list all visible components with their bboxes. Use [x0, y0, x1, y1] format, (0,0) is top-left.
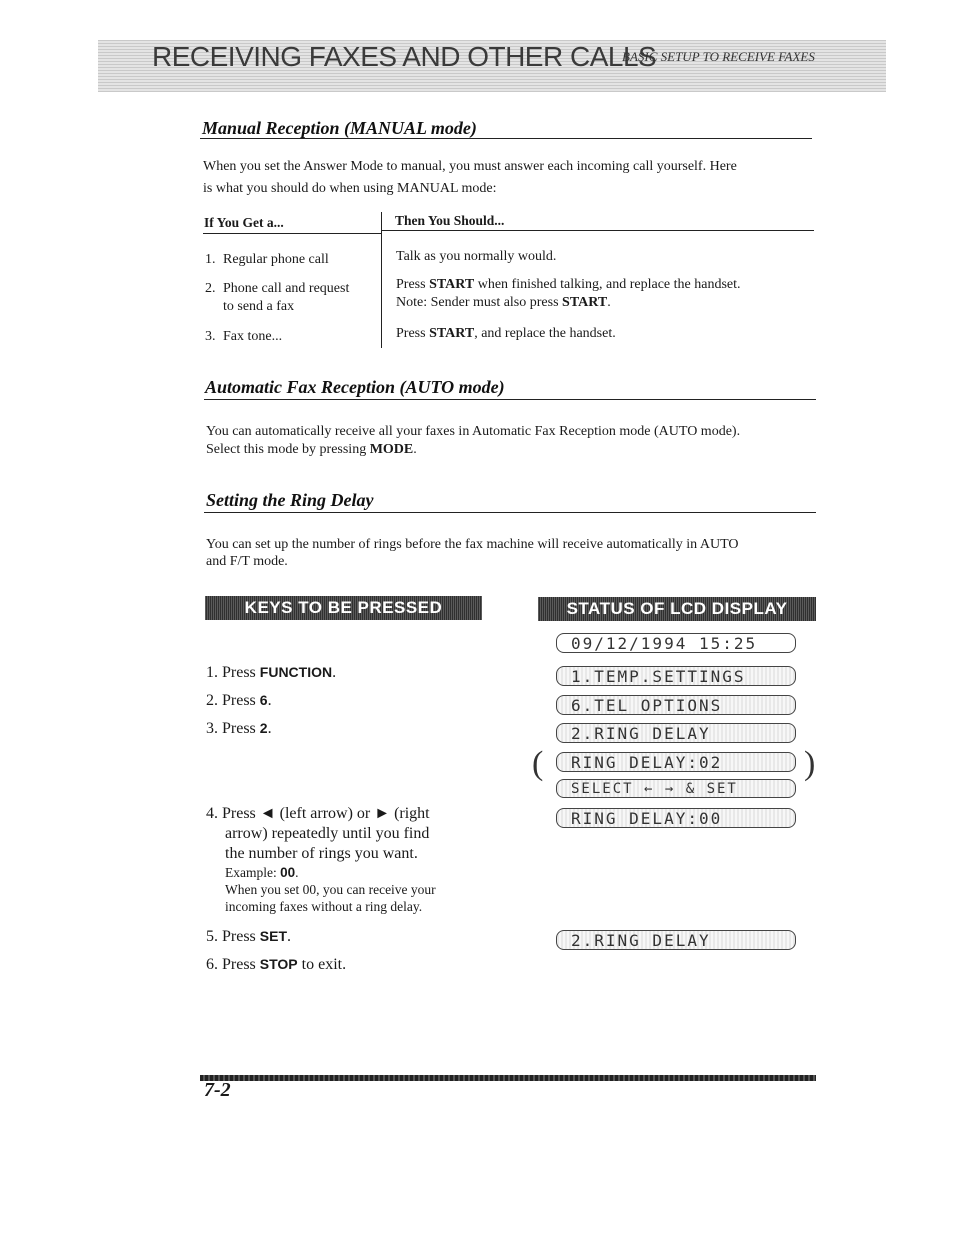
auto-title-rule: [204, 399, 816, 400]
lcd-ring-delay-menu: 2.RING DELAY: [556, 723, 796, 743]
step-4-note-line1: When you set 00, you can receive your: [225, 882, 436, 897]
step-4-line2: arrow) repeatedly until you find: [225, 825, 430, 842]
ring-line1: You can set up the number of rings before the fax machine will receive automatically in AUTO: [206, 537, 739, 552]
step-4-example: Example: 00.: [225, 865, 299, 880]
table-header-rule-right: [381, 230, 814, 231]
table-header-should: Then You Should...: [395, 213, 505, 228]
step-5: 5. Press SET.: [206, 928, 292, 945]
step-4-note-line2: incoming faxes without a ring delay.: [225, 899, 423, 914]
step-3: 3. Press 2.: [206, 720, 272, 737]
alternating-display-bracket-left: (: [532, 745, 544, 782]
footer-rule: [200, 1075, 816, 1081]
manual-reception-title: Manual Reception (MANUAL mode): [202, 118, 477, 138]
table-column-divider: [381, 212, 382, 348]
page-number: 7-2: [204, 1079, 231, 1101]
lcd-date-time: 09/12/1994 15:25: [556, 633, 796, 653]
step-1: 1. Press FUNCTION.: [206, 664, 337, 681]
step-4: 4. Press ◄ (left arrow) or ► (right: [206, 805, 430, 822]
lcd-temp-settings: 1.TEMP.SETTINGS: [556, 666, 796, 686]
table-row-2-get: 2. Phone call and request: [205, 281, 350, 296]
ring-line2: and F/T mode.: [206, 554, 288, 569]
table-row-3-should: Press START, and replace the handset.: [396, 326, 616, 341]
table-row-2-note: Note: Sender must also press START.: [396, 295, 611, 310]
table-header-rule-left: [203, 233, 381, 234]
manual-title-rule: [200, 138, 812, 139]
manual-intro-line2: is what you should do when using MANUAL mode:: [203, 181, 497, 196]
lcd-ring-delay-02: RING DELAY:02: [556, 752, 796, 772]
keys-to-be-pressed-header: KEYS TO BE PRESSED: [205, 596, 482, 620]
lcd-display-header: STATUS OF LCD DISPLAY: [538, 597, 816, 621]
table-row-2-get-cont: to send a fax: [223, 299, 295, 314]
table-row-1-should: Talk as you normally would.: [396, 249, 557, 264]
alternating-display-bracket-right: ): [804, 745, 816, 782]
manual-intro-line1: When you set the Answer Mode to manual, you must answer each incoming call yourself. Here: [203, 159, 737, 174]
step-2: 2. Press 6.: [206, 692, 272, 709]
step-4-line3: the number of rings you want.: [225, 845, 418, 862]
table-row-2-should: Press START when finished talking, and replace the handset.: [396, 277, 741, 292]
ring-delay-title: Setting the Ring Delay: [206, 490, 374, 510]
lcd-tel-options: 6.TEL OPTIONS: [556, 695, 796, 715]
lcd-ring-delay-final: 2.RING DELAY: [556, 930, 796, 950]
ring-title-rule: [204, 512, 816, 513]
auto-line1: You can automatically receive all your faxes in Automatic Fax Reception mode (AUTO mode).: [206, 424, 741, 439]
chapter-subtitle: BASIC SETUP TO RECEIVE FAXES: [622, 49, 815, 64]
auto-reception-title: Automatic Fax Reception (AUTO mode): [205, 377, 505, 397]
auto-line2: Select this mode by pressing MODE.: [206, 442, 417, 457]
table-row-3-get: 3. Fax tone...: [205, 329, 283, 344]
table-header-get: If You Get a...: [204, 215, 284, 230]
chapter-title: RECEIVING FAXES AND OTHER CALLS: [152, 41, 657, 72]
lcd-ring-delay-00: RING DELAY:00: [556, 808, 796, 828]
step-6: 6. Press STOP to exit.: [206, 956, 347, 973]
table-row-1-get: 1. Regular phone call: [205, 252, 329, 267]
lcd-select-set: SELECT ← → & SET: [556, 779, 796, 798]
